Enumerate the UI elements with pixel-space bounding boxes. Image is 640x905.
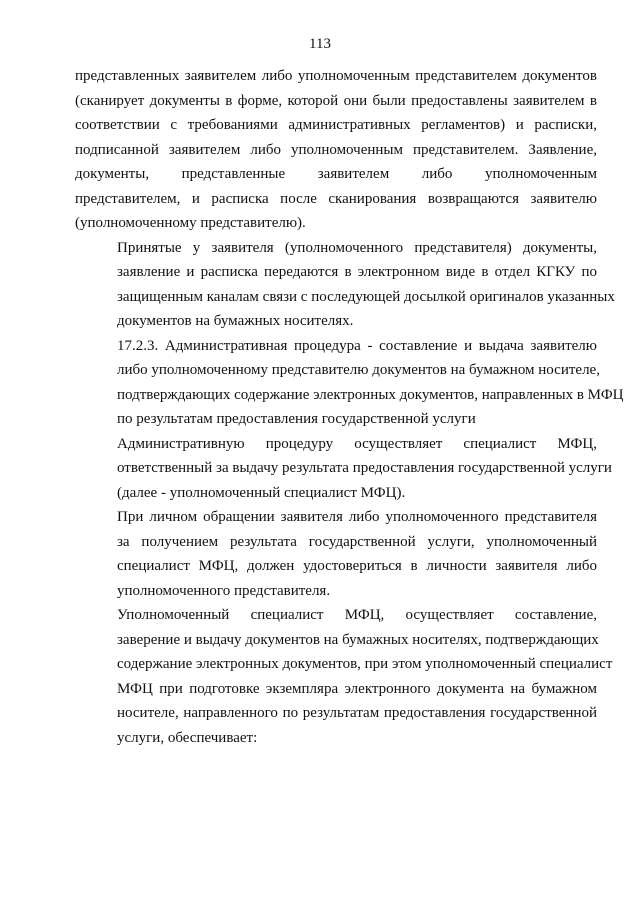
text-line: ответственный за выдачу результата предоставления государственной услуги xyxy=(117,460,612,476)
text-line: носителе, направленного по результатам предоставления государственной xyxy=(117,705,597,721)
paragraph xyxy=(75,334,624,432)
paragraph xyxy=(75,603,613,750)
text-line: соответствии с требованиями административных регламентов) и расписки, xyxy=(75,117,597,133)
text-line: либо уполномоченному представителю документов на бумажном носителе, xyxy=(117,362,600,378)
page-number: 113 xyxy=(309,36,331,52)
text-line: При личном обращении заявителя либо уполномоченного представителя xyxy=(117,509,597,525)
text-line: (уполномоченному представителю). xyxy=(75,215,306,231)
text-line: услуги, обеспечивает: xyxy=(117,729,258,746)
text-line: представленных заявителем либо уполномоченным представителем документов xyxy=(75,68,597,84)
text-line: (сканирует документы в форме, которой они были предоставлены заявителем в xyxy=(75,92,597,109)
text-line: защищенным каналам связи с последующей досылкой оригиналов указанных xyxy=(117,288,615,305)
text-line: МФЦ при подготовке экземпляра электронного документа на бумажном xyxy=(117,680,597,697)
text-line: документы, представленные заявителем либо уполномоченным xyxy=(75,166,597,182)
text-line: уполномоченного представителя. xyxy=(117,582,331,599)
paragraph xyxy=(75,432,612,506)
text-line: заявление и расписка передаются в электронном виде в отдел КГКУ по xyxy=(117,264,597,280)
text-line: содержание электронных документов, при этом уполномоченный специалист xyxy=(117,656,613,672)
text-line: документов на бумажных носителях. xyxy=(117,313,354,329)
text-line: 17.2.3. Административная процедура - составление и выдача заявителю xyxy=(117,337,597,354)
paragraph xyxy=(75,236,615,334)
text-line: по результатам предоставления государственной услуги xyxy=(117,411,476,427)
document-body xyxy=(75,64,624,750)
paragraph xyxy=(75,64,597,236)
text-line: заверение и выдачу документов на бумажных носителях, подтверждающих xyxy=(117,631,599,648)
text-line: подписанной заявителем либо уполномоченным представителем. Заявление, xyxy=(75,141,597,158)
text-line: Административную процедуру осуществляет специалист МФЦ, xyxy=(117,435,597,452)
text-line: представителем, и расписка после сканирования возвращаются заявителю xyxy=(75,190,597,207)
text-line: Уполномоченный специалист МФЦ, осуществляет составление, xyxy=(117,607,597,623)
text-line: за получением результата государственной услуги, уполномоченный xyxy=(117,533,597,550)
text-line: подтверждающих содержание электронных документов, направленных в МФЦ xyxy=(117,386,624,403)
text-line: (далее - уполномоченный специалист МФЦ). xyxy=(117,484,406,501)
paragraph xyxy=(75,505,597,603)
text-line: Принятые у заявителя (уполномоченного представителя) документы, xyxy=(117,239,597,256)
text-line: специалист МФЦ, должен удостовериться в личности заявителя либо xyxy=(117,558,597,574)
